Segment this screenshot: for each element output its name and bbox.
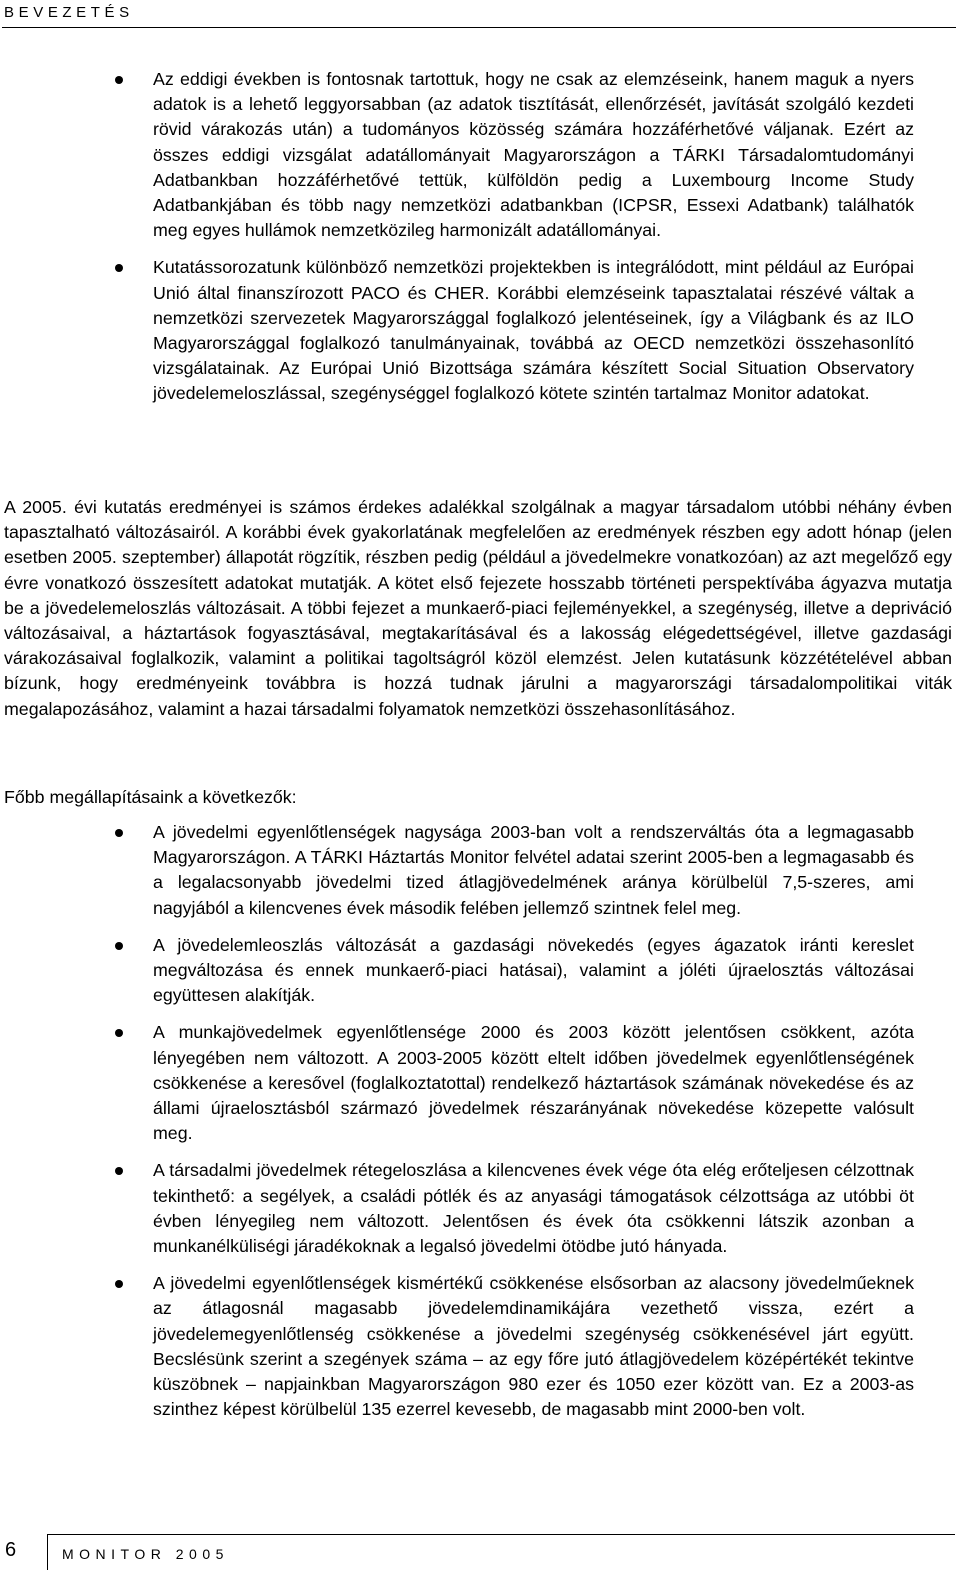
page-number: 6 [5,1539,17,1561]
bullet-text: Az eddigi években is fontosnak tartottuk, hogy ne csak az elemzéseink, hanem maguk a nyers adatok is a lehető leggyorsabban (az adatok tisztítását, ellenőrzését, javítását szolgáló kezdeti rövid várakozás után) a tudományos közösség számára hozzáférhetővé váljanak. Ezért az összes eddigi vizsgálat adatállományait Magyarországon a TÁRKI Társadalomtudományi Adatbankban hozzáférhetővé tettük, külföldön pedig a Luxembourg Income Study Adatbankjában és több nagy nemzetközi adatbankban (ICPSR, Essexi Adatbank) találhatók meg egyes hullámok nemzetközileg harmonizált adatállományai. [153,69,914,241]
footer-rule [47,1534,955,1535]
footer-divider [47,1534,48,1570]
list-item [0,67,960,243]
bullet-text: Kutatássorozatunk különböző nemzetközi projektekben is integrálódott, mint például az Európai Unió által finanszírozott PACO és CHER. Korábbi elemzéseink tapasztalatai részévé váltak a nemzetközi szervezetek Magyarországgal foglalkozó jelentéseinek, így a Világbank és az ILO Magyarországgal foglalkozó tanulmányainak, továbbá az OECD nemzetközi összehasonlító vizsgálatainak. Az Európai Unió Bizottsága számára készített Social Situation Observatory jövedelemeloszlással, szegénységgel foglalkozó kötete szintén tartalmaz Monitor adatokat. [153,257,914,404]
bullet-icon [115,829,123,837]
list-item [0,933,960,1009]
list-item [0,255,960,406]
bullet-icon [115,1029,123,1037]
list-item [0,1158,960,1259]
findings-heading: Főbb megállapításaink a következők: [4,787,297,807]
bullet-icon [115,264,123,272]
list-item [0,1020,960,1146]
running-header: BEVEZETÉS [4,4,134,21]
findings-list [0,820,960,1434]
intro-bullet-list [0,67,960,419]
header-rule [2,27,956,28]
bullet-text: A társadalmi jövedelmek rétegeloszlása a kilencvenes évek vége óta elég erőteljesen célzottnak tekinthető: a segélyek, a családi pótlék és az anyasági támogatások célzottsága az utóbbi öt évben lényegileg nem változott. Jelentősen és évek óta csökkenni látszik azonban a munkanélküliségi járadékoknak a legalsó jövedelmi ötödbe jutó hányada. [153,1160,914,1257]
bullet-icon [115,1280,123,1288]
bullet-text: A jövedelemleoszlás változását a gazdasági növekedés (egyes ágazatok iránti kereslet megváltozása és ennek munkaerő-piaci hatásai), valamint a jóléti újraelosztás változásai együttesen alakítják. [153,934,914,1006]
bullet-icon [115,942,123,950]
bullet-text: A jövedelmi egyenlőtlenségek nagysága 2003-ban volt a rendszerváltás óta a legmagasabb Magyarországon. A TÁRKI Háztartás Monitor felvétel adatai szerint 2005-ben a legmagasabb és a legalacsonyabb jövedelmi tized átlagjövedelmének aránya körülbelül 7,5-szeres, ami nagyjából a kilencvenes évek második felében jellemző szintnek felel meg. [153,822,914,918]
bullet-icon [115,76,123,84]
list-item [0,820,960,921]
bullet-icon [115,1167,123,1175]
bullet-text: A munkajövedelmek egyenlőtlensége 2000 és 2003 között jelentősen csökkent, azóta lényegében nem változott. A 2003-2005 között eltelt időben jövedelmek egyenlőtlenségének csökkenése a keresővel (foglalkoztatottal) rendelkező háztartások számának növekedése és az állami újraelosztásból származó jövedelmek részarányának növekedése közepette valósult meg. [153,1022,914,1144]
running-footer: MONITOR 2005 [62,1546,229,1562]
bullet-text: A jövedelmi egyenlőtlenségek kismértékű csökkenése elsősorban az alacsony jövedelműeknek az átlagosnál magasabb jövedelemdinamikájára vezethető vissza, ezért a jövedelemegyenlőtlenség csökkenése a jövedelmi szegénység csökkenésével járt együtt. Becslésünk szerint a szegények száma – az egy főre jutó átlagjövedelem középértékét tekintve küszöbnek – napjainkban Magyarországon 980 ezer és 1050 ezer között van. Ez a 2003-as szinthez képest körülbelül 135 ezerrel kevesebb, de magasabb mint 2000-ben volt. [153,1273,914,1420]
list-item [0,1271,960,1422]
main-paragraph: A 2005. évi kutatás eredményei is számos érdekes adalékkal szolgálnak a magyar társadalom utóbbi néhány évben tapasztalható változásairól. A korábbi évek gyakorlatának megfelelően az eredmények részben egy adott hónap (jelen esetben 2005. szeptember) állapotát rögzítik, részben pedig (például a jövedelmekre vonatkozóan) az azt megelőző egy évre vonatkozó összesített adatokat mutatják. A kötet első fejezete hosszabb történeti perspektívába ágyazva mutatja be a jövedelemeloszlás változásait. A többi fejezet a munkaerő-piaci fejleményekkel, a szegénység, illetve a depriváció változásaival, a háztartások fogyasztásával, megtakarításával és a lakosság elégedettségével, illetve gazdasági várakozásaival foglalkozik, valamint a politikai tagoltságról közöl elemzést. Jelen kutatásunk közzétételével abban bízunk, hogy eredményeink továbbra is hozzá tudnak járulni a magyarországi társadalompolitikai viták megalapozásához, valamint a hazai társadalmi folyamatok nemzetközi összehasonlításához. [4,497,952,719]
